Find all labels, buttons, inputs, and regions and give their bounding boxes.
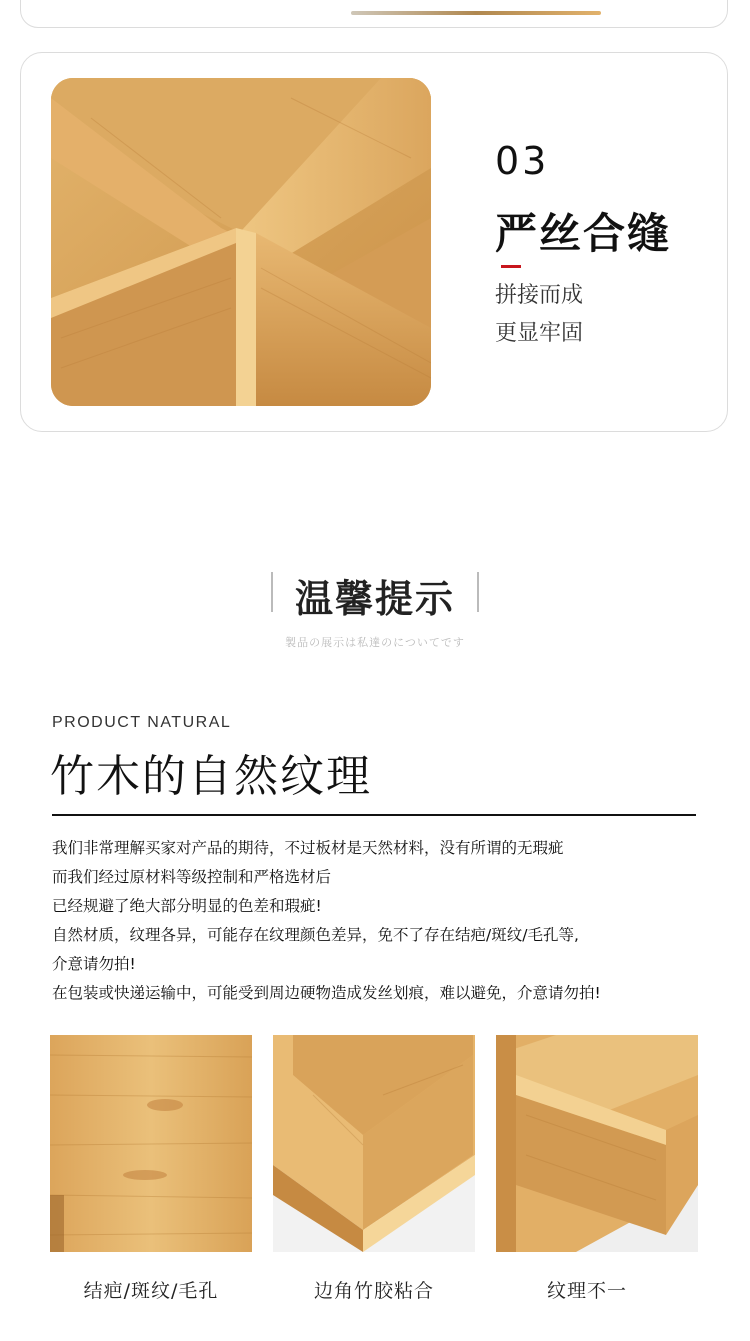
accent-bar bbox=[501, 265, 521, 268]
tip-title: 温馨提示 bbox=[271, 568, 479, 623]
notice-line: 而我们经过原材料等级控制和严格选材后 bbox=[52, 868, 332, 886]
feature-description bbox=[495, 277, 583, 353]
bamboo-box-corner-illustration bbox=[273, 1035, 475, 1252]
feature-number: 03 bbox=[495, 139, 550, 183]
corner-glue-photo bbox=[273, 1035, 475, 1252]
notice-paragraph bbox=[52, 834, 712, 1008]
feature-desc-line: 更显牢固 bbox=[495, 321, 584, 346]
notice-line: 自然材质，纹理各异，可能存在纹理颜色差异，免不了存在结疤/斑纹/毛孔等, bbox=[52, 926, 579, 944]
grain-knot-photo bbox=[50, 1035, 252, 1252]
divider bbox=[52, 814, 696, 816]
previous-card-photo-edge bbox=[351, 11, 601, 15]
notice-line: 在包装或快递运输中，可能受到周边硬物造成发丝划痕，难以避免，介意请勿拍! bbox=[52, 984, 601, 1002]
thumb-label: 边角竹胶粘合 bbox=[313, 1280, 434, 1302]
bamboo-panel-illustration bbox=[50, 1035, 252, 1252]
bamboo-joint-photo bbox=[51, 78, 431, 406]
thumb-label: 结疤/斑纹/毛孔 bbox=[83, 1280, 219, 1302]
feature-title: 严丝合缝 bbox=[495, 209, 672, 258]
english-label: PRODUCT NATURAL bbox=[52, 714, 232, 731]
notice-line: 已经规避了绝大部分明显的色差和瑕疵! bbox=[52, 897, 322, 915]
varied-grain-photo bbox=[496, 1035, 698, 1252]
feature-desc-line: 拼接而成 bbox=[495, 283, 584, 308]
thumb-label: 纹理不一 bbox=[546, 1280, 627, 1302]
notice-line: 我们非常理解买家对产品的期待，不过板材是天然材料，没有所谓的无瑕疵 bbox=[52, 839, 564, 857]
bamboo-joint-illustration bbox=[51, 78, 431, 406]
feature-card bbox=[20, 52, 728, 432]
previous-feature-card bbox=[20, 0, 728, 28]
bamboo-compartment-illustration bbox=[496, 1035, 698, 1252]
tip-heading bbox=[0, 568, 750, 623]
notice-line: 介意请勿拍! bbox=[52, 955, 136, 973]
tip-subtitle: 製品の展示は私達のについてです bbox=[285, 636, 465, 649]
section-title: 竹木的自然纹理 bbox=[50, 751, 372, 802]
